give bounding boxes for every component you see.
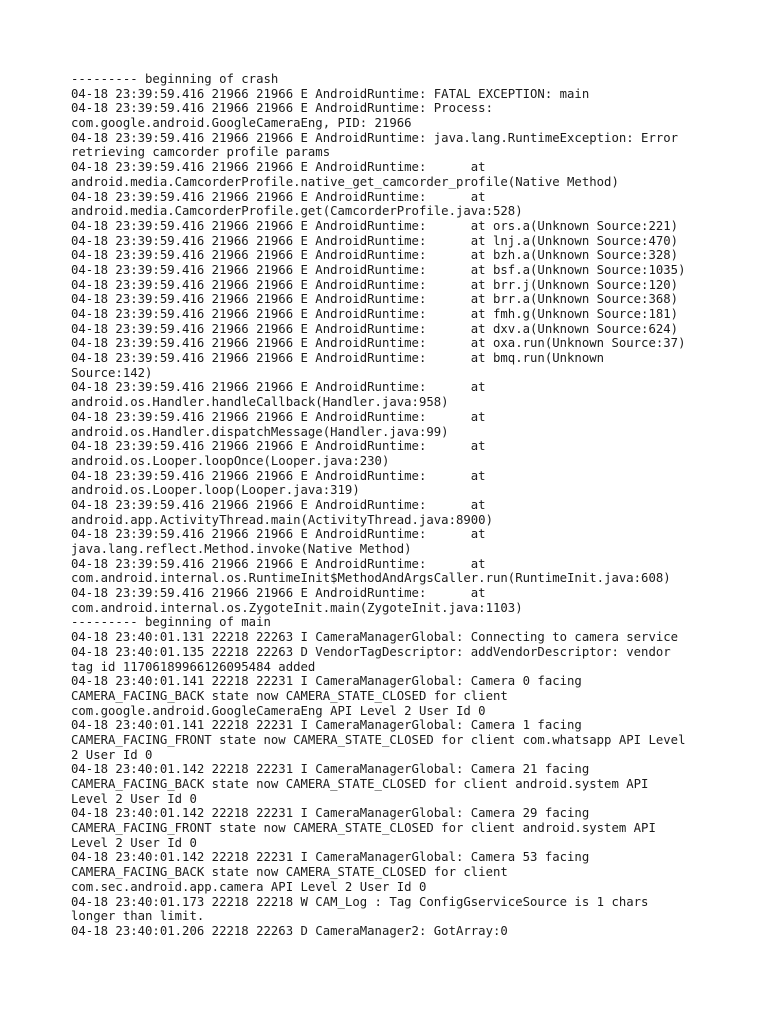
log-line: 04-18 23:40:01.173 22218 22218 W CAM_Log : Tag ConfigGserviceSource is 1 chars [71, 894, 649, 909]
log-document [71, 72, 711, 939]
log-line: 04-18 23:39:59.416 21966 21966 E AndroidRuntime: at [71, 468, 486, 483]
log-line: 04-18 23:39:59.416 21966 21966 E AndroidRuntime: Process: [71, 101, 493, 116]
log-line: android.os.Handler.dispatchMessage(Handler.java:99) [71, 424, 449, 439]
log-line: android.media.CamcorderProfile.get(CamcorderProfile.java:528) [71, 204, 523, 219]
log-line: --------- beginning of crash [71, 72, 279, 86]
log-line: 04-18 23:40:01.135 22218 22263 D VendorTagDescriptor: addVendorDescriptor: vendor [71, 644, 671, 659]
log-line: android.app.ActivityThread.main(ActivityThread.java:8900) [71, 512, 493, 527]
log-line: 04-18 23:39:59.416 21966 21966 E AndroidRuntime: at dxv.a(Unknown Source:624) [71, 321, 679, 336]
log-line: --------- beginning of main [71, 615, 271, 630]
log-line: 04-18 23:39:59.416 21966 21966 E AndroidRuntime: at bzh.a(Unknown Source:328) [71, 248, 679, 263]
log-line: android.media.CamcorderProfile.native_get_camcorder_profile(Native Method) [71, 174, 619, 189]
log-line: CAMERA_FACING_BACK state now CAMERA_STATE_CLOSED for client [71, 688, 508, 703]
log-line: 04-18 23:39:59.416 21966 21966 E AndroidRuntime: at [71, 556, 486, 571]
log-line: 04-18 23:39:59.416 21966 21966 E AndroidRuntime: at brr.j(Unknown Source:120) [71, 277, 679, 292]
log-line: Level 2 User Id 0 [71, 791, 197, 806]
log-line: 2 User Id 0 [71, 747, 153, 762]
log-line: 04-18 23:40:01.141 22218 22231 I CameraManagerGlobal: Camera 0 facing [71, 674, 582, 689]
log-line: longer than limit. [71, 909, 205, 924]
log-line: 04-18 23:40:01.142 22218 22231 I CameraManagerGlobal: Camera 29 facing [71, 806, 590, 821]
log-line: 04-18 23:39:59.416 21966 21966 E AndroidRuntime: at oxa.run(Unknown Source:37) [71, 336, 686, 351]
log-line: tag id 11706189966126095484 added [71, 659, 316, 674]
log-line: 04-18 23:39:59.416 21966 21966 E AndroidRuntime: at [71, 160, 486, 175]
log-line: 04-18 23:39:59.416 21966 21966 E AndroidRuntime: at bmq.run(Unknown [71, 351, 605, 366]
log-line: 04-18 23:39:59.416 21966 21966 E AndroidRuntime: at brr.a(Unknown Source:368) [71, 292, 679, 307]
log-line: 04-18 23:39:59.416 21966 21966 E AndroidRuntime: at [71, 439, 486, 454]
log-line: 04-18 23:39:59.416 21966 21966 E AndroidRuntime: at [71, 586, 486, 601]
log-line: 04-18 23:39:59.416 21966 21966 E AndroidRuntime: at [71, 497, 486, 512]
log-line: retrieving camcorder profile params [71, 145, 331, 160]
log-line: 04-18 23:40:01.141 22218 22231 I CameraManagerGlobal: Camera 1 facing [71, 718, 582, 733]
log-line: android.os.Looper.loop(Looper.java:319) [71, 483, 360, 498]
log-line: CAMERA_FACING_FRONT state now CAMERA_STATE_CLOSED for client com.whatsapp API Level [71, 732, 686, 747]
log-line: CAMERA_FACING_FRONT state now CAMERA_STATE_CLOSED for client android.system API [71, 821, 656, 836]
log-line: 04-18 23:39:59.416 21966 21966 E AndroidRuntime: at [71, 409, 486, 424]
log-line: 04-18 23:40:01.206 22218 22263 D CameraManager2: GotArray:0 [71, 923, 508, 938]
log-line: com.android.internal.os.ZygoteInit.main(ZygoteInit.java:1103) [71, 600, 523, 615]
log-line: Source:142) [71, 365, 153, 380]
log-line: java.lang.reflect.Method.invoke(Native Method) [71, 542, 412, 556]
log-line: CAMERA_FACING_BACK state now CAMERA_STATE_CLOSED for client android.system API [71, 777, 649, 791]
log-line: Level 2 User Id 0 [71, 835, 197, 850]
log-line: com.google.android.GoogleCameraEng, PID: 21966 [71, 116, 412, 131]
log-line: 04-18 23:40:01.142 22218 22231 I CameraManagerGlobal: Camera 21 facing [71, 762, 590, 777]
log-line: 04-18 23:39:59.416 21966 21966 E AndroidRuntime: at fmh.g(Unknown Source:181) [71, 307, 679, 321]
log-line: 04-18 23:39:59.416 21966 21966 E AndroidRuntime: java.lang.RuntimeException: Error [71, 130, 679, 145]
log-line: 04-18 23:39:59.416 21966 21966 E AndroidRuntime: FATAL EXCEPTION: main [71, 86, 590, 101]
log-line: com.google.android.GoogleCameraEng API Level 2 User Id 0 [71, 703, 486, 718]
log-line: 04-18 23:39:59.416 21966 21966 E AndroidRuntime: at [71, 380, 486, 395]
log-line: 04-18 23:40:01.142 22218 22231 I CameraManagerGlobal: Camera 53 facing [71, 850, 590, 865]
log-line: 04-18 23:40:01.131 22218 22263 I CameraManagerGlobal: Connecting to camera service [71, 630, 679, 645]
log-line: CAMERA_FACING_BACK state now CAMERA_STATE_CLOSED for client [71, 865, 508, 880]
log-line: 04-18 23:39:59.416 21966 21966 E AndroidRuntime: at [71, 189, 486, 204]
log-line: 04-18 23:39:59.416 21966 21966 E AndroidRuntime: at lnj.a(Unknown Source:470) [71, 233, 679, 248]
log-line: com.sec.android.app.camera API Level 2 User Id 0 [71, 879, 427, 894]
log-line: android.os.Looper.loopOnce(Looper.java:230) [71, 453, 390, 468]
log-line: android.os.Handler.handleCallback(Handler.java:958) [71, 395, 449, 410]
log-line: 04-18 23:39:59.416 21966 21966 E AndroidRuntime: at ors.a(Unknown Source:221) [71, 218, 679, 233]
log-line: com.android.internal.os.RuntimeInit$MethodAndArgsCaller.run(RuntimeInit.java:608) [71, 571, 671, 586]
log-line: 04-18 23:39:59.416 21966 21966 E AndroidRuntime: at [71, 527, 486, 542]
log-line: 04-18 23:39:59.416 21966 21966 E AndroidRuntime: at bsf.a(Unknown Source:1035) [71, 262, 686, 277]
